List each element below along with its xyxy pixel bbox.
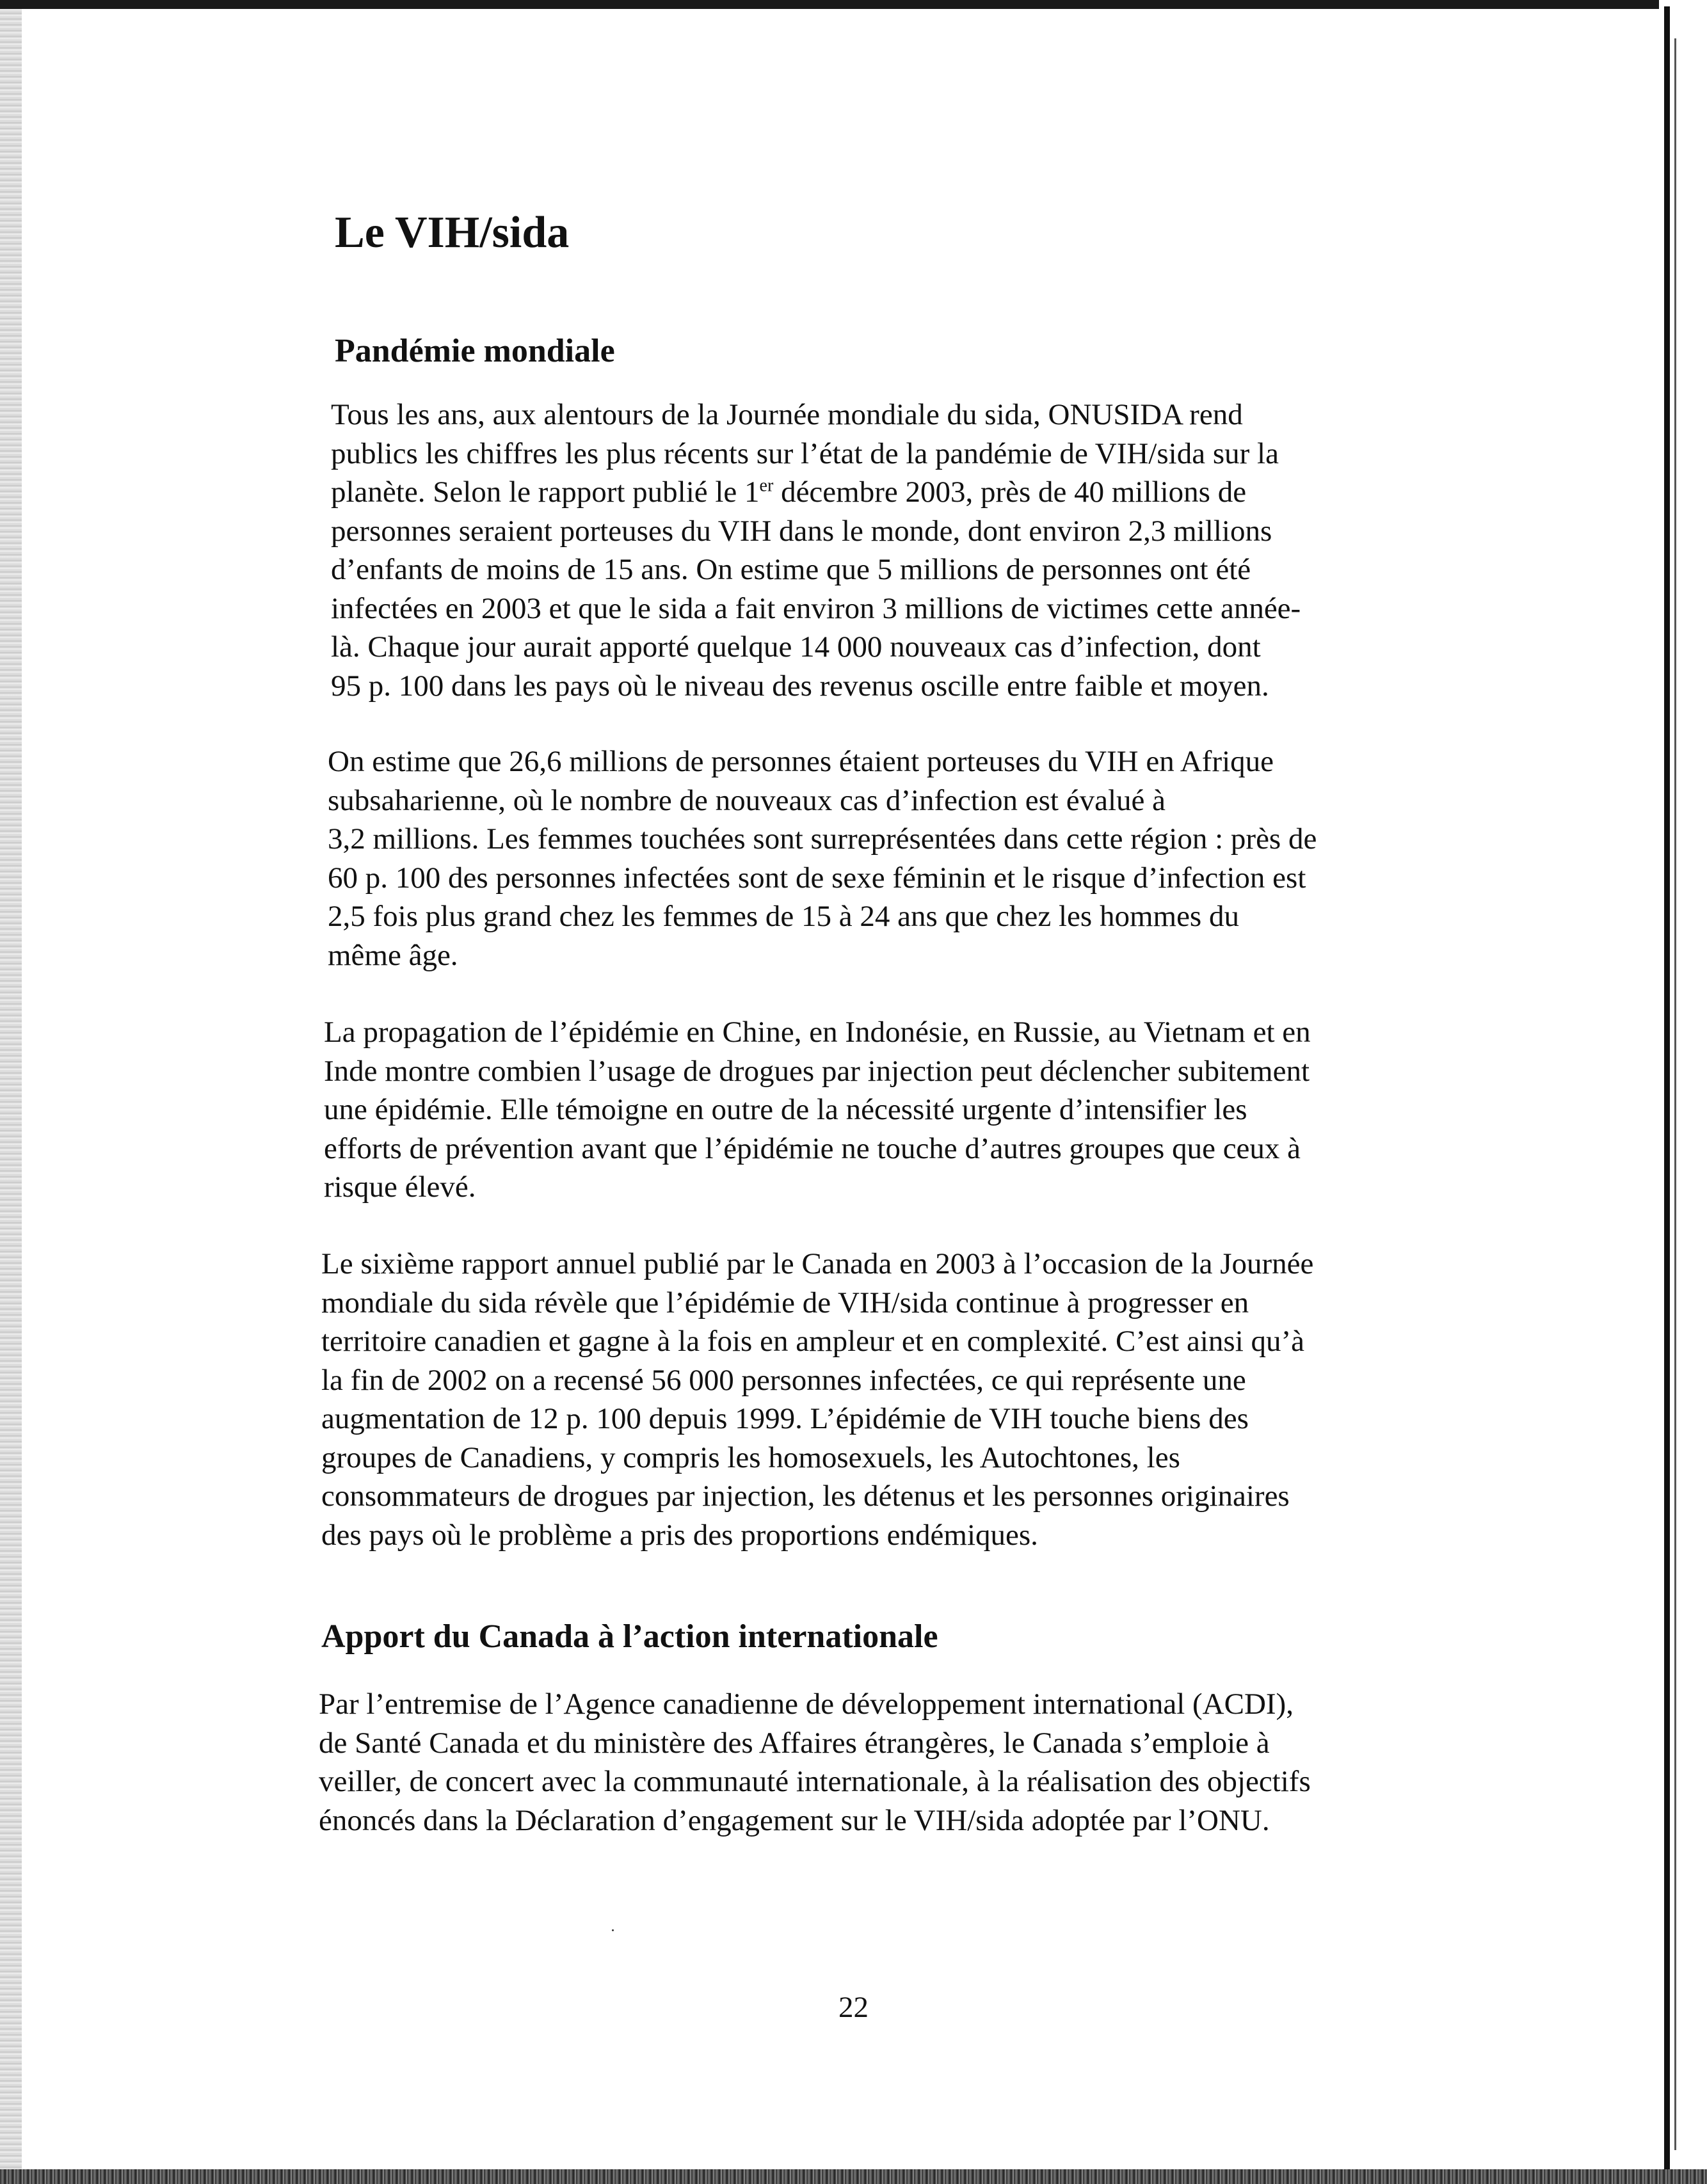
- paragraph-4: [321, 1245, 1441, 1554]
- section-heading-pandemie: Pandémie mondiale: [335, 333, 615, 369]
- text-line: la fin de 2002 on a recensé 56 000 personnes infectées, ce qui représente une: [321, 1363, 1246, 1397]
- scan-speck: [612, 1929, 614, 1931]
- text-line: mondiale du sida révèle que l’épidémie de VIH/sida continue à progresser en: [321, 1286, 1249, 1319]
- page-title: Le VIH/sida: [335, 208, 570, 257]
- text-line: même âge.: [328, 938, 458, 972]
- text-line: Par l’entremise de l’Agence canadienne de développement international (ACDI),: [319, 1687, 1294, 1721]
- text-line: 60 p. 100 des personnes infectées sont de sexe féminin et le risque d’infection est: [328, 861, 1306, 895]
- text-line: Tous les ans, aux alentours de la Journée mondiale du sida, ONUSIDA rend: [331, 398, 1243, 431]
- page-number: 22: [838, 1991, 869, 2024]
- paragraph-1: [331, 395, 1451, 705]
- text-line: Le sixième rapport annuel publié par le Canada en 2003 à l’occasion de la Journée: [321, 1247, 1314, 1280]
- section-heading-apport: Apport du Canada à l’action internationale: [321, 1618, 938, 1655]
- text-line: 3,2 millions. Les femmes touchées sont surreprésentées dans cette région : près de: [328, 822, 1317, 856]
- paragraph-2: [328, 742, 1448, 975]
- text-line: énoncés dans la Déclaration d’engagement sur le VIH/sida adoptée par l’ONU.: [319, 1803, 1270, 1837]
- text-line: infectées en 2003 et que le sida a fait environ 3 millions de victimes cette année-: [331, 591, 1301, 625]
- text-line: une épidémie. Elle témoigne en outre de la nécessité urgente d’intensifier les: [324, 1093, 1247, 1126]
- text-line: 2,5 fois plus grand chez les femmes de 15 à 24 ans que chez les hommes du: [328, 900, 1239, 933]
- text-line: groupes de Canadiens, y compris les homosexuels, les Autochtones, les: [321, 1440, 1180, 1474]
- text-line: personnes seraient porteuses du VIH dans le monde, dont environ 2,3 millions: [331, 514, 1272, 548]
- text-line: publics les chiffres les plus récents sur l’état de la pandémie de VIH/sida sur la: [331, 436, 1279, 470]
- text-line: Inde montre combien l’usage de drogues par injection peut déclencher subitement: [324, 1054, 1310, 1088]
- text-line: augmentation de 12 p. 100 depuis 1999. L’épidémie de VIH touche biens des: [321, 1402, 1249, 1435]
- paragraph-5: [319, 1685, 1439, 1840]
- text-line: veiller, de concert avec la communauté internationale, à la réalisation des objectifs: [319, 1765, 1311, 1798]
- text-line: subsaharienne, où le nombre de nouveaux cas d’infection est évalué à: [328, 783, 1166, 817]
- text-line: 95 p. 100 dans les pays où le niveau des revenus oscille entre faible et moyen.: [331, 669, 1269, 703]
- text-line: là. Chaque jour aurait apporté quelque 14 000 nouveaux cas d’infection, dont: [331, 630, 1261, 664]
- text-line: de Santé Canada et du ministère des Affaires étrangères, le Canada s’emploie à: [319, 1726, 1270, 1760]
- text-line: risque élevé.: [324, 1170, 476, 1204]
- paragraph-3: [324, 1013, 1444, 1207]
- text-line: La propagation de l’épidémie en Chine, en Indonésie, en Russie, au Vietnam et en: [324, 1016, 1311, 1049]
- text-line: d’enfants de moins de 15 ans. On estime que 5 millions de personnes ont été: [331, 553, 1251, 586]
- text-line: des pays où le problème a pris des proportions endémiques.: [321, 1518, 1038, 1552]
- text-line: planète. Selon le rapport publié le 1er décembre 2003, près de 40 millions de: [331, 475, 1247, 509]
- text-line: efforts de prévention avant que l’épidémie ne touche d’autres groupes que ceux à: [324, 1131, 1301, 1165]
- text-line: On estime que 26,6 millions de personnes étaient porteuses du VIH en Afrique: [328, 745, 1274, 778]
- text-line: territoire canadien et gagne à la fois en ampleur et en complexité. C’est ainsi qu’à: [321, 1325, 1305, 1358]
- text-line: consommateurs de drogues par injection, les détenus et les personnes originaires: [321, 1479, 1290, 1513]
